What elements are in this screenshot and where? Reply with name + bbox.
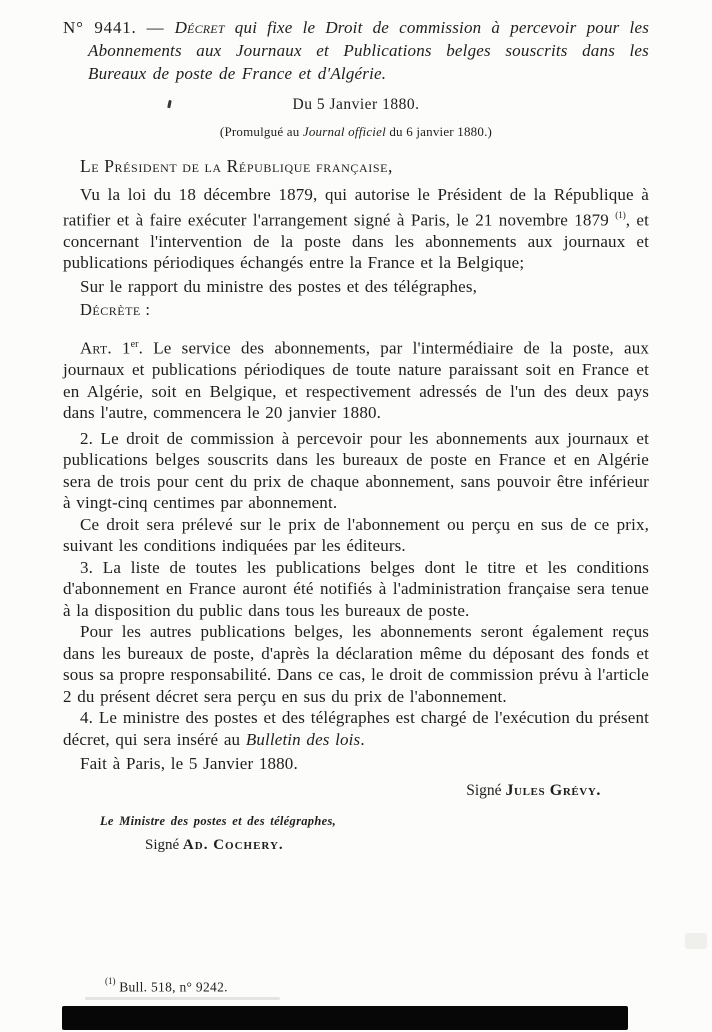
article-3-paragraph-2: Pour les autres publications belges, les abonnements seront également reçus dans les bureaux de poste, d'après la déclaration même du déposant des fonds et sous sa propre responsabilité. Dans ce cas, le droit de commission prévu à l'article 2 du présent décret sera perçu en sus du prix de l'abonnement. [63,622,649,706]
place-and-date-line: Fait à Paris, le 5 Janvier 1880. [80,754,298,774]
article-4-text-before: 4. Le ministre des postes et des télégraphes est chargé de l'exécution du présent décret, qui sera inséré au [63,708,649,749]
scan-smudge-artifact [685,933,707,949]
minister-title-line: Le Ministre des postes et des télégraphes, [100,813,337,828]
article-1-number: 1 [111,338,131,358]
article-1-ordinal-sup: er [130,339,139,351]
vu-text-before: Vu la loi du 18 décembre 1879, qui autorise le Président de la République à ratifier et à faire exécuter l'arrangement signé à Paris, le 21 novembre 1879 [63,185,649,230]
article-4-text-after: . [360,729,365,749]
president-signature-line [63,782,601,800]
promulgation-prefix: (Promulgué au [219,124,300,139]
journal-officiel-reference: Journal officiel [302,124,386,139]
vu-text-after: , et concernant l'intervention de la poste dans les abonnements aux journaux et publications périodiques échangés entre la France et la Belgique; [63,210,649,273]
decree-title [63,16,649,85]
vu-la-loi-paragraph [63,184,649,274]
rapport-line: Sur le rapport du ministre des postes et des télégraphes, [80,276,478,296]
signature-prefix: Signé [145,836,180,853]
footnote-reference-marker: (1) [615,209,626,220]
article-1-paragraph [63,334,649,424]
promulgation-suffix: du 6 janvier 1880.) [389,124,493,139]
decree-title-text: qui fixe le Droit de commission à percevoir pour les Abonnements aux Journaux et Publications belges souscrits dans les Bureaux de poste de France et d'Algérie. [88,18,650,83]
footnote-marker: (1) [105,975,116,986]
decree-number: N° 9441. [63,18,137,37]
bulletin-des-lois-reference: Bulletin des lois [245,729,361,749]
promulgation-line [63,124,649,140]
decree-word: Décret [174,18,225,37]
minister-signature-name: Ad. Cochery. [182,836,284,853]
article-2-paragraph-2: Ce droit sera prélevé sur le prix de l'abonnement ou perçu en sus de ce prix, suivant les conditions indiquées par les éditeurs. [63,514,649,556]
scan-streak-artifact [85,997,280,1000]
decree-body [63,156,649,854]
decrete-line: Décrète : [80,300,151,320]
scan-edge-bar-artifact [62,1006,628,1030]
article-2-paragraph-1: 2. Le droit de commission à percevoir pour les abonnements aux journaux et publications belges souscrits dans les bureaux de poste en France et en Algérie sera de trois pour cent du prix de chaque abonnement, sans pouvoir être inférieur à vingt-cinq centimes par abonnement. [63,428,649,513]
signature-prefix: Signé [466,781,502,799]
decree-date-line: Du 5 Janvier 1880. [292,96,420,113]
article-1-text: . Le service des abonnements, par l'intermédiaire de la poste, aux journaux et publications périodiques de toute nature paraissant soit en France et en Algérie, soit en Belgique, et respectivement adressés de l'un des deux pays dans l'autre, commencera le 20 janvier 1880. [63,338,649,423]
title-dash: — [146,18,165,37]
article-3-paragraph-1: 3. La liste de toutes les publications belges dont le titre et les conditions d'abonnement en France auront été notifiés à l'administration française sera tenue à la disposition du public dans tous les bureaux de poste. [63,557,649,620]
footnote [105,975,228,996]
president-signature-name: Jules Grévy. [505,781,601,799]
footnote-text: Bull. 518, n° 9242. [119,979,228,994]
article-4-paragraph [63,707,649,750]
minister-signature-line [145,837,649,854]
article-1-label: Art. [80,338,112,358]
page-content [63,16,649,854]
president-salutation: Le Président de la République française, [80,156,394,176]
